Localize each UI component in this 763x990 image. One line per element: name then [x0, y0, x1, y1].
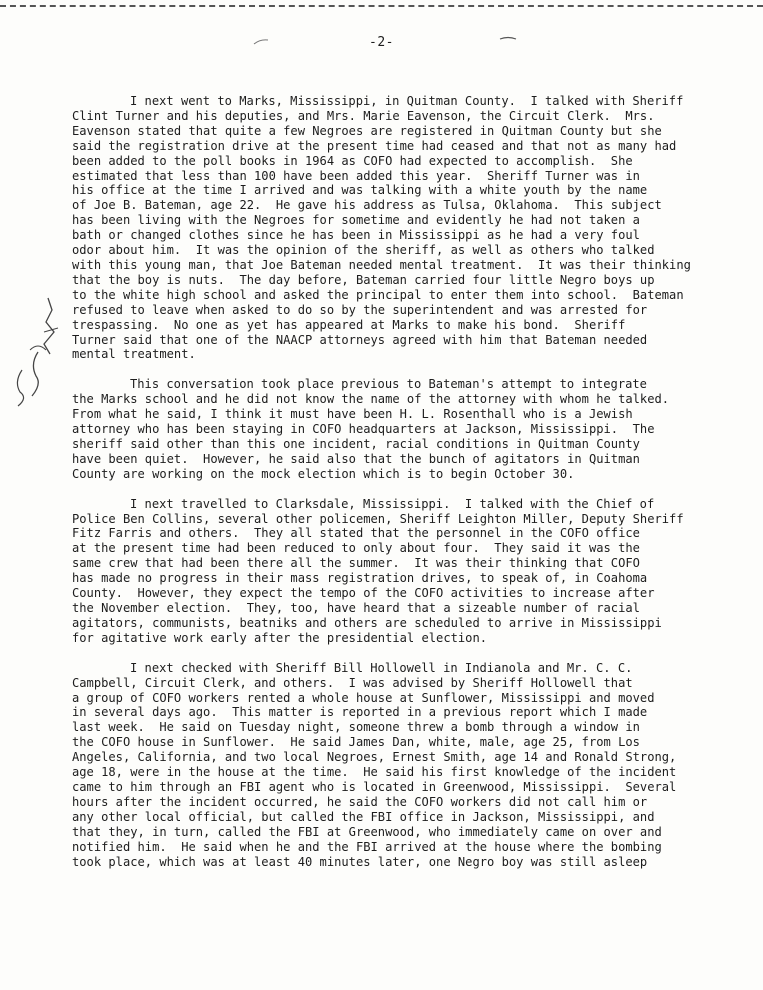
- text-line: has been living with the Negroes for sometime and evidently he had not taken a: [72, 213, 640, 228]
- margin-handwritten-note: [8, 292, 68, 412]
- text-line: that they, in turn, called the FBI at Greenwood, who immediately came on over and: [72, 824, 662, 839]
- top-border-rule: [0, 5, 763, 7]
- text-line: trespassing. No one as yet has appeared at Marks to make his bond. Sheriff: [72, 317, 626, 332]
- text-line: to the white high school and asked the principal to enter them into school. Bateman: [72, 287, 684, 302]
- text-line: This conversation took place previous to Bateman's attempt to integrate: [130, 377, 647, 392]
- text-line: Campbell, Circuit Clerk, and others. I was advised by Sheriff Hollowell that: [72, 675, 633, 690]
- text-line: bath or changed clothes since he has been in Mississippi as he had a very foul: [72, 228, 640, 243]
- text-line: at the present time had been reduced to only about four. They said it was the: [72, 541, 640, 556]
- text-line: with this young man, that Joe Bateman needed mental treatment. It was their thinking: [72, 257, 691, 272]
- text-line: any other local official, but called the FBI office in Jackson, Mississippi, and: [72, 809, 655, 824]
- text-line: Clint Turner and his deputies, and Mrs. Marie Eavenson, the Circuit Clerk. Mrs.: [72, 108, 655, 123]
- text-line: has made no progress in their mass registration drives, to speak of, in Coahoma: [72, 571, 648, 586]
- text-line: the Marks school and he did not know the name of the attorney with whom he talked.: [72, 392, 670, 407]
- text-line: estimated that less than 100 have been added this year. Sheriff Turner was in: [72, 168, 640, 183]
- text-line: the COFO house in Sunflower. He said James Dan, white, male, age 25, from Los: [72, 735, 640, 750]
- text-line: Angeles, California, and two local Negroes, Ernest Smith, age 14 and Ronald Strong,: [72, 750, 677, 765]
- text-line: came to him through an FBI agent who is located in Greenwood, Mississippi. Several: [72, 779, 677, 794]
- paragraph-marks: [72, 94, 712, 362]
- letter-body: [72, 94, 712, 869]
- text-line: odor about him. It was the opinion of the sheriff, as well as others who talked: [72, 243, 655, 258]
- text-line: his office at the time I arrived and was talking with a white youth by the name: [72, 183, 648, 198]
- text-line: age 18, were in the house at the time. He said his first knowledge of the incident: [72, 765, 677, 780]
- text-line: been added to the poll books in 1964 as COFO had expected to accomplish. She: [72, 153, 633, 168]
- text-line: have been quiet. However, he said also that the bunch of agitators in Quitman: [72, 451, 640, 466]
- text-line: that the boy is nuts. The day before, Bateman carried four little Negro boys up: [72, 272, 655, 287]
- text-line: hours after the incident occurred, he said the COFO workers did not call him or: [72, 794, 648, 809]
- paragraph-attorney: [72, 377, 712, 481]
- text-line: last week. He said on Tuesday night, someone threw a bomb through a window in: [72, 720, 640, 735]
- text-line: Turner said that one of the NAACP attorneys agreed with him that Bateman needed: [72, 332, 648, 347]
- text-line: I next went to Marks, Mississippi, in Quitman County. I talked with Sheriff: [130, 94, 684, 108]
- stray-pen-mark: [498, 36, 518, 42]
- text-line: County. However, they expect the tempo of the COFO activities to increase after: [72, 586, 655, 601]
- text-line: the November election. They, too, have heard that a sizeable number of racial: [72, 601, 640, 615]
- paragraph-indianola: [72, 661, 712, 870]
- text-line: a group of COFO workers rented a whole house at Sunflower, Mississippi and moved: [72, 690, 655, 705]
- text-line: Eavenson stated that quite a few Negroes are registered in Quitman County but she: [72, 123, 662, 138]
- text-line: refused to leave when asked to do so by the superintendent and was arrested for: [72, 302, 648, 317]
- page-number: -2-: [369, 35, 394, 50]
- text-line: agitators, communists, beatniks and others are scheduled to arrive in Mississippi: [72, 615, 662, 630]
- text-line: County are working on the mock election which is to begin October 30.: [72, 466, 575, 481]
- text-line: mental treatment.: [72, 347, 196, 362]
- text-line: I next travelled to Clarksdale, Mississippi. I talked with the Chief of: [130, 496, 655, 511]
- paragraph-clarksdale: [72, 497, 712, 646]
- text-line: said the registration drive at the present time had ceased and that not as many had: [72, 138, 677, 153]
- text-line: From what he said, I think it must have been H. L. Rosenthall who is a Jewish: [72, 407, 633, 422]
- text-line: Police Ben Collins, several other policemen, Sheriff Leighton Miller, Deputy Sheriff: [72, 511, 684, 526]
- text-line: sheriff said other than this one incident, racial conditions in Quitman County: [72, 436, 640, 451]
- text-line: Fitz Farris and others. They all stated that the personnel in the COFO office: [72, 526, 640, 541]
- text-line: of Joe B. Bateman, age 22. He gave his address as Tulsa, Oklahoma. This subject: [72, 198, 662, 213]
- text-line: I next checked with Sheriff Bill Hollowell in Indianola and Mr. C. C.: [130, 660, 633, 675]
- text-line: attorney who has been staying in COFO headquarters at Jackson, Mississippi. The: [72, 422, 655, 437]
- text-line: same crew that had been there all the summer. It was their thinking that COFO: [72, 556, 640, 571]
- text-line: notified him. He said when he and the FBI arrived at the house where the bombing: [72, 839, 662, 854]
- text-line: in several days ago. This matter is reported in a previous report which I made: [72, 705, 648, 720]
- text-line: for agitative work early after the presidential election.: [72, 630, 488, 645]
- text-line: took place, which was at least 40 minutes later, one Negro boy was still asleep: [72, 854, 648, 869]
